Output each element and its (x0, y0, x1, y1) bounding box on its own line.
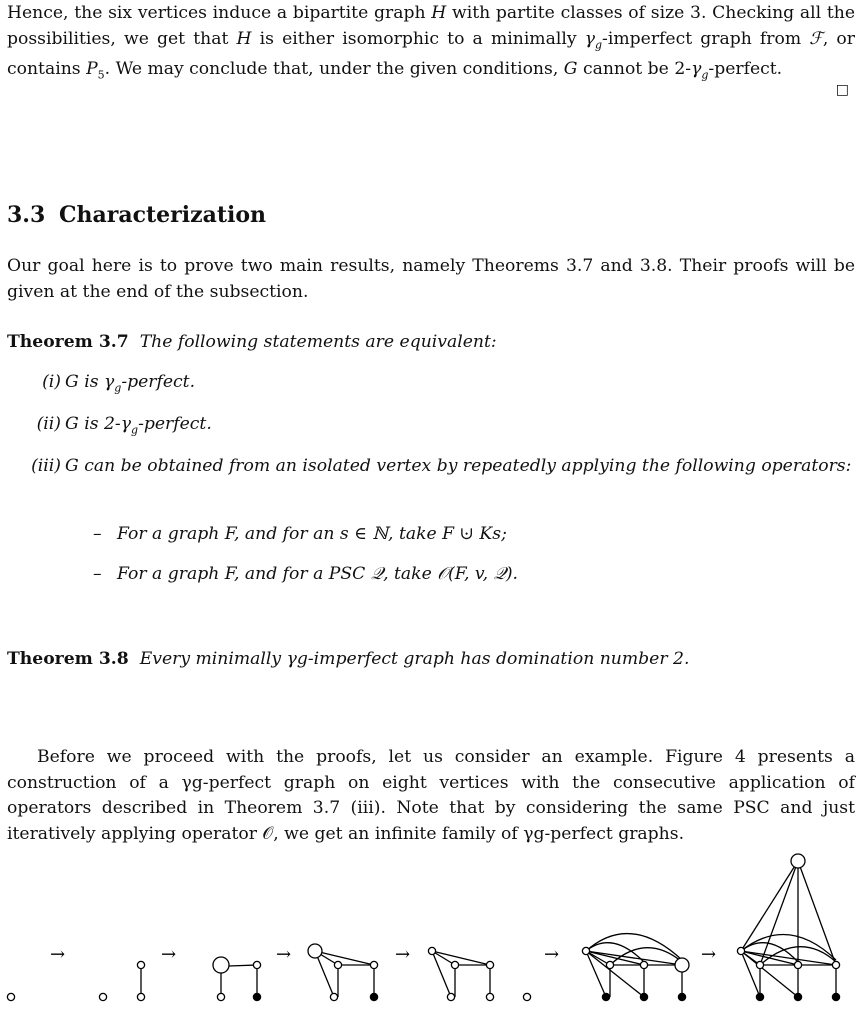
item-label: (iii) (31, 456, 61, 476)
theorem-label: Theorem 3.7 (7, 332, 129, 352)
list-item (7, 412, 855, 454)
theorem-3-8 (7, 647, 855, 673)
item-text: G is $2-\gamma_g$-perfect. (65, 414, 212, 437)
graph-stage-2 (99, 961, 144, 1000)
arrow-6: → (701, 944, 717, 965)
sub-item: – For a graph F, and for an s ∈ ℕ, take F ⊍ Ks; (93, 524, 507, 544)
theorem-label: Theorem 3.8 (7, 649, 129, 669)
graph-stage-4 (308, 944, 378, 1001)
item-text: G can be obtained from an isolated vertex by repeatedly applying the following operators: (65, 456, 852, 476)
figure-construction (0, 838, 864, 1010)
arrow-2: → (161, 944, 177, 965)
arrow-1: → (50, 944, 66, 965)
section-title: Characterization (59, 202, 267, 228)
item-label: (ii) (36, 414, 61, 434)
arrow-3: → (276, 944, 292, 965)
sub-item-text: For a graph F, and for a PSC 𝒬, take 𝒪(F, v, 𝒬). (117, 564, 519, 584)
theorem-statement: The following statements are equivalent: (139, 332, 497, 352)
item-label: (i) (42, 372, 61, 392)
theorem-3-7 (7, 330, 855, 356)
graph-stage-5 (428, 947, 530, 1000)
theorem-items (7, 370, 855, 602)
section-number: 3.3 (7, 202, 46, 228)
arrow-4: → (395, 944, 411, 965)
sub-item-text: For a graph F, and for an s ∈ ℕ, take F ⊍ Ks; (117, 524, 507, 544)
list-item (7, 370, 855, 412)
graph-stage-6 (582, 934, 689, 1001)
graph-stage-7 (737, 854, 839, 1001)
item-text: G is $\gamma_g$-perfect. (65, 372, 196, 395)
arrow-5: → (544, 944, 560, 965)
section-heading (7, 203, 266, 229)
graph-stage-1 (7, 993, 14, 1000)
list-item (7, 454, 855, 522)
paragraph-goal: Our goal here is to prove two main results, namely Theorems 3.7 and 3.8. Their proofs will be given at the end of the subsection. (7, 256, 855, 302)
paragraph-example: Before we proceed with the proofs, let us consider an example. Figure 4 presents a construction of a γg-perfect graph on eight vertices with the consecutive application of operators described in Theorem 3.7 (iii). Note that by considering the same PSC and just iteratively applying operator 𝒪, we get an infinite family of γg-perfect graphs. (7, 747, 855, 844)
qed-symbol: □ (835, 82, 849, 98)
sub-item: – For a graph F, and for a PSC 𝒬, take 𝒪(F, v, 𝒬). (93, 564, 519, 584)
paragraph-proof-end: Hence, the six vertices induce a bipartite graph H with partite classes of size 3. Checking all the possibilities, we get that H is either isomorphic to a minimally $\gamma_g$-imperfect graph from ℱ, or contains $P_5$. We may conclude that, under the given conditions, G cannot be $2-\gamma_g$-perfect. (7, 3, 855, 82)
graph-stage-3 (213, 957, 261, 1001)
theorem-statement: Every minimally γg-imperfect graph has domination number 2. (139, 649, 690, 669)
